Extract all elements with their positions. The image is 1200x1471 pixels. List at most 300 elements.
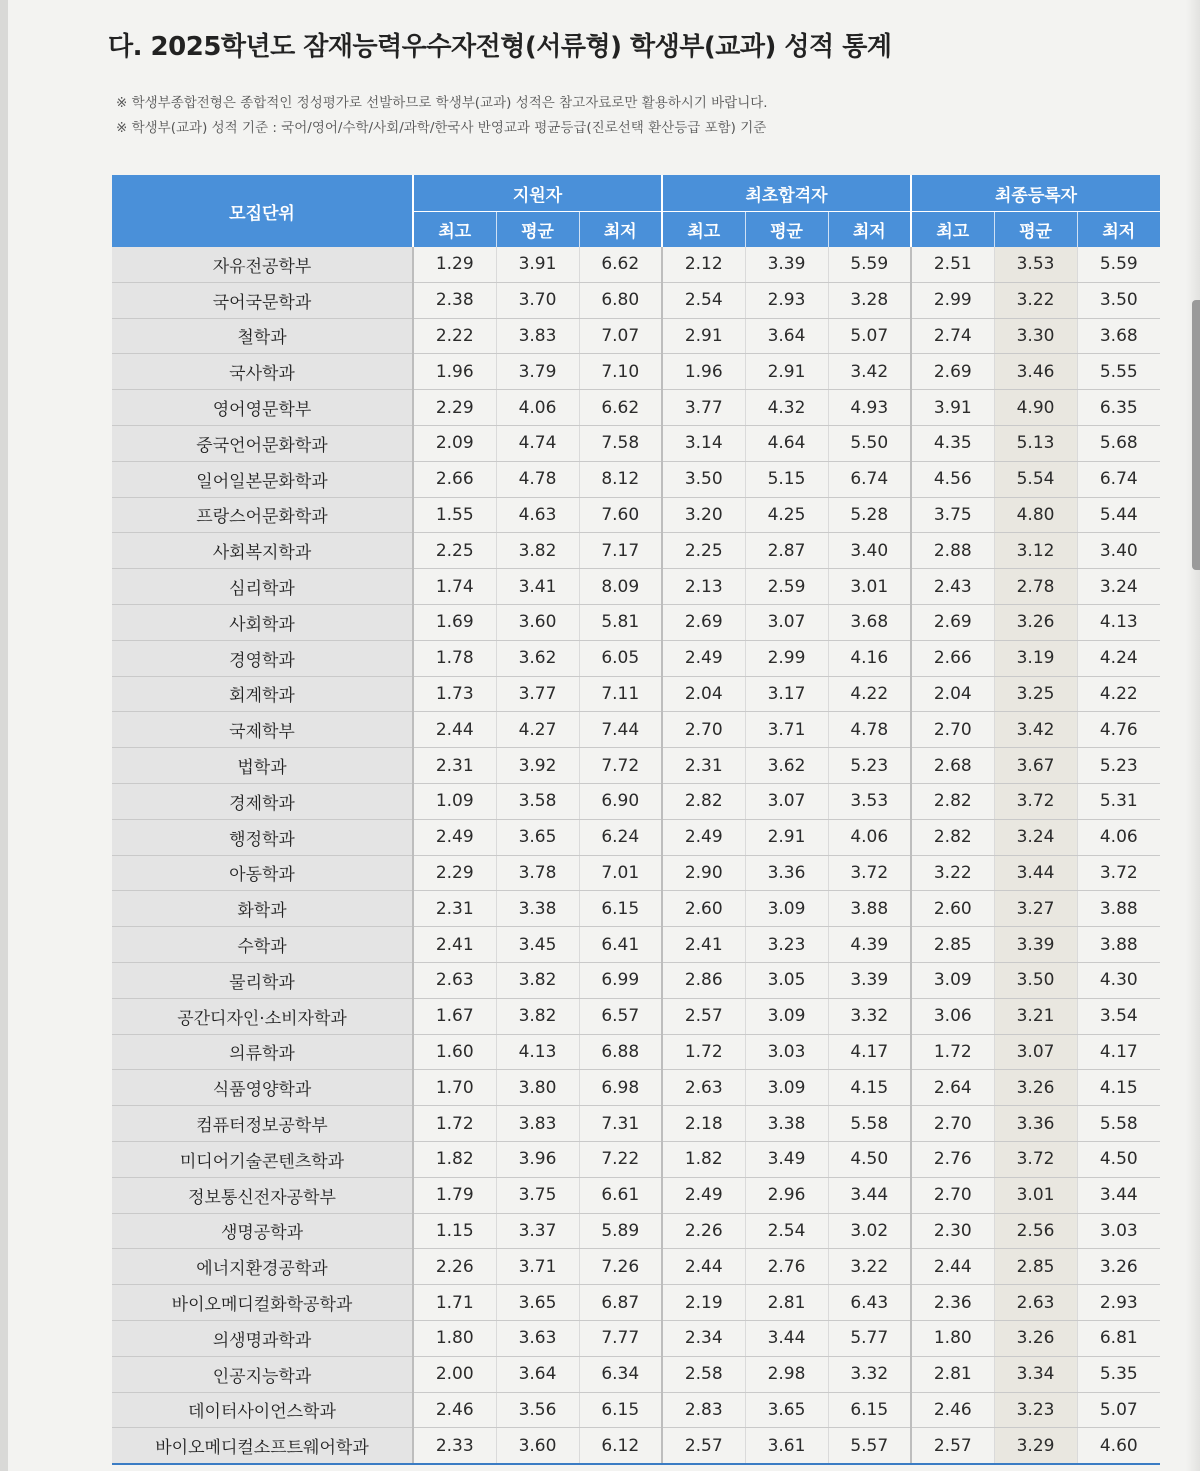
header-group-final-enrolled: 최종등록자	[911, 175, 1160, 212]
unit-name-cell: 국어국문학과	[112, 282, 413, 318]
unit-name-cell: 에너지환경공학과	[112, 1249, 413, 1285]
initial-max-cell: 2.18	[662, 1106, 745, 1142]
final-avg-cell: 3.29	[994, 1428, 1077, 1464]
initial-min-cell: 3.42	[828, 354, 911, 390]
final-min-cell: 4.06	[1077, 819, 1160, 855]
table-row	[112, 712, 1160, 748]
initial-min-cell: 3.39	[828, 962, 911, 998]
applicant-min-cell: 6.62	[579, 247, 662, 282]
applicant-max-cell: 1.74	[413, 569, 496, 605]
initial-avg-cell: 3.05	[745, 962, 828, 998]
applicant-max-cell: 2.25	[413, 533, 496, 569]
initial-avg-cell: 3.62	[745, 748, 828, 784]
applicant-avg-cell: 3.45	[496, 927, 579, 963]
final-max-cell: 3.09	[911, 962, 994, 998]
final-avg-cell: 3.26	[994, 604, 1077, 640]
initial-avg-cell: 3.36	[745, 855, 828, 891]
initial-avg-cell: 2.93	[745, 282, 828, 318]
applicant-max-cell: 1.55	[413, 497, 496, 533]
initial-max-cell: 2.41	[662, 927, 745, 963]
final-max-cell: 3.22	[911, 855, 994, 891]
page-gutter	[1186, 0, 1200, 1471]
applicant-avg-cell: 3.65	[496, 819, 579, 855]
applicant-max-cell: 2.31	[413, 748, 496, 784]
final-min-cell: 5.35	[1077, 1356, 1160, 1392]
initial-min-cell: 3.22	[828, 1249, 911, 1285]
table-row	[112, 1034, 1160, 1070]
applicant-max-cell: 1.78	[413, 640, 496, 676]
unit-name-cell: 회계학과	[112, 676, 413, 712]
final-avg-cell: 3.25	[994, 676, 1077, 712]
final-min-cell: 3.26	[1077, 1249, 1160, 1285]
applicant-min-cell: 7.17	[579, 533, 662, 569]
initial-max-cell: 2.69	[662, 604, 745, 640]
initial-min-cell: 5.50	[828, 425, 911, 461]
initial-avg-cell: 3.09	[745, 1070, 828, 1106]
table-row	[112, 998, 1160, 1034]
unit-name-cell: 물리학과	[112, 962, 413, 998]
final-min-cell: 4.17	[1077, 1034, 1160, 1070]
final-max-cell: 3.06	[911, 998, 994, 1034]
final-avg-cell: 5.54	[994, 461, 1077, 497]
header-unit: 모집단위	[112, 175, 413, 247]
final-max-cell: 4.35	[911, 425, 994, 461]
applicant-max-cell: 2.49	[413, 819, 496, 855]
initial-max-cell: 2.83	[662, 1392, 745, 1428]
applicant-avg-cell: 3.41	[496, 569, 579, 605]
applicant-avg-cell: 3.60	[496, 1428, 579, 1464]
initial-avg-cell: 2.54	[745, 1213, 828, 1249]
initial-min-cell: 4.06	[828, 819, 911, 855]
unit-name-cell: 국사학과	[112, 354, 413, 390]
table-row	[112, 497, 1160, 533]
initial-max-cell: 3.50	[662, 461, 745, 497]
applicant-avg-cell: 4.63	[496, 497, 579, 533]
final-avg-cell: 3.26	[994, 1070, 1077, 1106]
initial-max-cell: 2.90	[662, 855, 745, 891]
final-avg-cell: 3.53	[994, 247, 1077, 282]
unit-name-cell: 미디어기술콘텐츠학과	[112, 1141, 413, 1177]
applicant-max-cell: 1.70	[413, 1070, 496, 1106]
applicant-min-cell: 6.41	[579, 927, 662, 963]
applicant-min-cell: 8.12	[579, 461, 662, 497]
applicant-min-cell: 6.80	[579, 282, 662, 318]
initial-avg-cell: 2.91	[745, 354, 828, 390]
initial-max-cell: 2.70	[662, 712, 745, 748]
applicant-avg-cell: 3.56	[496, 1392, 579, 1428]
applicant-max-cell: 1.15	[413, 1213, 496, 1249]
initial-max-cell: 3.14	[662, 425, 745, 461]
initial-min-cell: 3.02	[828, 1213, 911, 1249]
table-row	[112, 1177, 1160, 1213]
scrollbar-handle[interactable]	[1192, 300, 1200, 570]
final-max-cell: 2.57	[911, 1428, 994, 1464]
final-min-cell: 2.93	[1077, 1285, 1160, 1321]
unit-name-cell: 컴퓨터정보공학부	[112, 1106, 413, 1142]
applicant-min-cell: 7.01	[579, 855, 662, 891]
final-min-cell: 4.60	[1077, 1428, 1160, 1464]
initial-max-cell: 2.12	[662, 247, 745, 282]
applicant-avg-cell: 3.82	[496, 533, 579, 569]
final-avg-cell: 5.13	[994, 425, 1077, 461]
applicant-avg-cell: 3.83	[496, 1106, 579, 1142]
final-avg-cell: 3.50	[994, 962, 1077, 998]
initial-min-cell: 4.78	[828, 712, 911, 748]
applicant-max-cell: 2.31	[413, 891, 496, 927]
applicant-avg-cell: 3.60	[496, 604, 579, 640]
initial-avg-cell: 2.87	[745, 533, 828, 569]
applicant-min-cell: 7.44	[579, 712, 662, 748]
applicant-min-cell: 6.24	[579, 819, 662, 855]
applicant-max-cell: 2.09	[413, 425, 496, 461]
initial-min-cell: 4.50	[828, 1141, 911, 1177]
final-min-cell: 5.58	[1077, 1106, 1160, 1142]
final-min-cell: 3.88	[1077, 891, 1160, 927]
initial-avg-cell: 2.91	[745, 819, 828, 855]
final-min-cell: 5.31	[1077, 783, 1160, 819]
initial-max-cell: 3.77	[662, 390, 745, 426]
table-row	[112, 1392, 1160, 1428]
final-avg-cell: 3.46	[994, 354, 1077, 390]
initial-min-cell: 5.07	[828, 318, 911, 354]
table-row	[112, 569, 1160, 605]
subheader-min: 최저	[1077, 212, 1160, 248]
table-row	[112, 640, 1160, 676]
final-avg-cell: 3.30	[994, 318, 1077, 354]
final-avg-cell: 3.07	[994, 1034, 1077, 1070]
subheader-min: 최저	[828, 212, 911, 248]
final-max-cell: 2.64	[911, 1070, 994, 1106]
final-avg-cell: 3.22	[994, 282, 1077, 318]
final-min-cell: 3.40	[1077, 533, 1160, 569]
table-row	[112, 819, 1160, 855]
applicant-avg-cell: 3.70	[496, 282, 579, 318]
applicant-max-cell: 2.26	[413, 1249, 496, 1285]
applicant-max-cell: 1.72	[413, 1106, 496, 1142]
applicant-avg-cell: 3.65	[496, 1285, 579, 1321]
final-min-cell: 4.15	[1077, 1070, 1160, 1106]
applicant-max-cell: 2.46	[413, 1392, 496, 1428]
unit-name-cell: 사회학과	[112, 604, 413, 640]
unit-name-cell: 공간디자인·소비자학과	[112, 998, 413, 1034]
final-max-cell: 2.81	[911, 1356, 994, 1392]
header-group-initial-admits: 최초합격자	[662, 175, 911, 212]
applicant-avg-cell: 4.74	[496, 425, 579, 461]
page-title: 다. 2025학년도 잠재능력우수자전형(서류형) 학생부(교과) 성적 통계	[108, 32, 892, 62]
applicant-avg-cell: 4.06	[496, 390, 579, 426]
initial-min-cell: 6.43	[828, 1285, 911, 1321]
initial-min-cell: 5.59	[828, 247, 911, 282]
table-row	[112, 354, 1160, 390]
final-min-cell: 4.76	[1077, 712, 1160, 748]
table-row	[112, 604, 1160, 640]
final-avg-cell: 3.21	[994, 998, 1077, 1034]
applicant-max-cell: 2.44	[413, 712, 496, 748]
applicant-avg-cell: 3.82	[496, 962, 579, 998]
initial-max-cell: 2.49	[662, 1177, 745, 1213]
table-row	[112, 891, 1160, 927]
initial-min-cell: 3.32	[828, 1356, 911, 1392]
initial-max-cell: 2.60	[662, 891, 745, 927]
applicant-min-cell: 8.09	[579, 569, 662, 605]
initial-max-cell: 2.04	[662, 676, 745, 712]
initial-avg-cell: 2.59	[745, 569, 828, 605]
final-max-cell: 2.99	[911, 282, 994, 318]
applicant-avg-cell: 3.82	[496, 998, 579, 1034]
final-avg-cell: 3.44	[994, 855, 1077, 891]
applicant-max-cell: 2.29	[413, 390, 496, 426]
initial-min-cell: 5.77	[828, 1320, 911, 1356]
subheader-max: 최고	[911, 212, 994, 248]
unit-name-cell: 사회복지학과	[112, 533, 413, 569]
initial-max-cell: 2.44	[662, 1249, 745, 1285]
final-max-cell: 2.60	[911, 891, 994, 927]
applicant-min-cell: 7.26	[579, 1249, 662, 1285]
final-avg-cell: 3.23	[994, 1392, 1077, 1428]
applicant-min-cell: 6.90	[579, 783, 662, 819]
unit-name-cell: 영어영문학부	[112, 390, 413, 426]
unit-name-cell: 화학과	[112, 891, 413, 927]
initial-min-cell: 6.15	[828, 1392, 911, 1428]
initial-max-cell: 1.82	[662, 1141, 745, 1177]
applicant-min-cell: 6.87	[579, 1285, 662, 1321]
initial-min-cell: 4.16	[828, 640, 911, 676]
initial-min-cell: 4.39	[828, 927, 911, 963]
initial-max-cell: 2.49	[662, 819, 745, 855]
applicant-avg-cell: 3.96	[496, 1141, 579, 1177]
unit-name-cell: 정보통신전자공학부	[112, 1177, 413, 1213]
initial-avg-cell: 3.23	[745, 927, 828, 963]
table-row	[112, 676, 1160, 712]
unit-name-cell: 바이오메디컬소프트웨어학과	[112, 1428, 413, 1464]
unit-name-cell: 경제학과	[112, 783, 413, 819]
initial-max-cell: 2.58	[662, 1356, 745, 1392]
applicant-avg-cell: 3.75	[496, 1177, 579, 1213]
applicant-max-cell: 1.09	[413, 783, 496, 819]
applicant-min-cell: 7.31	[579, 1106, 662, 1142]
applicant-avg-cell: 4.13	[496, 1034, 579, 1070]
subheader-avg: 평균	[496, 212, 579, 248]
final-max-cell: 2.46	[911, 1392, 994, 1428]
applicant-min-cell: 5.81	[579, 604, 662, 640]
final-min-cell: 6.35	[1077, 390, 1160, 426]
initial-avg-cell: 3.71	[745, 712, 828, 748]
final-max-cell: 2.30	[911, 1213, 994, 1249]
initial-min-cell: 3.68	[828, 604, 911, 640]
applicant-max-cell: 1.71	[413, 1285, 496, 1321]
initial-max-cell: 2.19	[662, 1285, 745, 1321]
initial-max-cell: 2.57	[662, 998, 745, 1034]
initial-avg-cell: 3.38	[745, 1106, 828, 1142]
initial-avg-cell: 4.64	[745, 425, 828, 461]
initial-avg-cell: 3.17	[745, 676, 828, 712]
initial-min-cell: 4.17	[828, 1034, 911, 1070]
final-avg-cell: 3.12	[994, 533, 1077, 569]
unit-name-cell: 중국언어문화학과	[112, 425, 413, 461]
final-min-cell: 4.50	[1077, 1141, 1160, 1177]
applicant-min-cell: 7.10	[579, 354, 662, 390]
unit-name-cell: 데이터사이언스학과	[112, 1392, 413, 1428]
final-min-cell: 5.55	[1077, 354, 1160, 390]
initial-min-cell: 3.40	[828, 533, 911, 569]
final-min-cell: 3.44	[1077, 1177, 1160, 1213]
applicant-avg-cell: 3.80	[496, 1070, 579, 1106]
initial-avg-cell: 2.99	[745, 640, 828, 676]
applicant-min-cell: 6.05	[579, 640, 662, 676]
table-row	[112, 1249, 1160, 1285]
table-row	[112, 1141, 1160, 1177]
initial-max-cell: 2.63	[662, 1070, 745, 1106]
applicant-max-cell: 1.60	[413, 1034, 496, 1070]
table-row	[112, 1428, 1160, 1464]
applicant-min-cell: 7.77	[579, 1320, 662, 1356]
table-row	[112, 318, 1160, 354]
applicant-min-cell: 6.57	[579, 998, 662, 1034]
subheader-avg: 평균	[745, 212, 828, 248]
initial-min-cell: 5.28	[828, 497, 911, 533]
applicant-avg-cell: 4.27	[496, 712, 579, 748]
subheader-max: 최고	[662, 212, 745, 248]
initial-avg-cell: 3.49	[745, 1141, 828, 1177]
final-avg-cell: 2.85	[994, 1249, 1077, 1285]
table-row	[112, 855, 1160, 891]
unit-name-cell: 식품영양학과	[112, 1070, 413, 1106]
final-avg-cell: 3.19	[994, 640, 1077, 676]
final-avg-cell: 2.63	[994, 1285, 1077, 1321]
initial-min-cell: 5.58	[828, 1106, 911, 1142]
applicant-avg-cell: 3.79	[496, 354, 579, 390]
final-max-cell: 2.43	[911, 569, 994, 605]
final-avg-cell: 3.26	[994, 1320, 1077, 1356]
note-1: ※ 학생부종합전형은 종합적인 정성평가로 선발하므로 학생부(교과) 성적은 참고자료로만 활용하시기 바랍니다.	[116, 95, 768, 111]
final-max-cell: 2.76	[911, 1141, 994, 1177]
applicant-max-cell: 2.63	[413, 962, 496, 998]
table-row	[112, 1106, 1160, 1142]
initial-max-cell: 2.25	[662, 533, 745, 569]
unit-name-cell: 심리학과	[112, 569, 413, 605]
table-row	[112, 927, 1160, 963]
initial-max-cell: 2.54	[662, 282, 745, 318]
initial-avg-cell: 3.39	[745, 247, 828, 282]
applicant-avg-cell: 3.64	[496, 1356, 579, 1392]
initial-min-cell: 4.22	[828, 676, 911, 712]
applicant-avg-cell: 3.77	[496, 676, 579, 712]
final-max-cell: 2.04	[911, 676, 994, 712]
applicant-min-cell: 6.15	[579, 1392, 662, 1428]
applicant-min-cell: 5.89	[579, 1213, 662, 1249]
final-avg-cell: 3.27	[994, 891, 1077, 927]
final-max-cell: 2.82	[911, 819, 994, 855]
final-max-cell: 2.70	[911, 1177, 994, 1213]
initial-min-cell: 6.74	[828, 461, 911, 497]
subheader-avg: 평균	[994, 212, 1077, 248]
unit-name-cell: 아동학과	[112, 855, 413, 891]
final-min-cell: 5.68	[1077, 425, 1160, 461]
table-row	[112, 282, 1160, 318]
applicant-min-cell: 6.12	[579, 1428, 662, 1464]
final-min-cell: 5.44	[1077, 497, 1160, 533]
initial-avg-cell: 3.07	[745, 604, 828, 640]
table-row	[112, 748, 1160, 784]
final-min-cell: 4.22	[1077, 676, 1160, 712]
unit-name-cell: 철학과	[112, 318, 413, 354]
applicant-max-cell: 1.67	[413, 998, 496, 1034]
initial-avg-cell: 3.07	[745, 783, 828, 819]
table-row	[112, 1213, 1160, 1249]
initial-min-cell: 3.28	[828, 282, 911, 318]
table-row	[112, 783, 1160, 819]
final-max-cell: 2.74	[911, 318, 994, 354]
initial-avg-cell: 3.44	[745, 1320, 828, 1356]
unit-name-cell: 바이오메디컬화학공학과	[112, 1285, 413, 1321]
initial-min-cell: 5.23	[828, 748, 911, 784]
initial-min-cell: 5.57	[828, 1428, 911, 1464]
initial-max-cell: 2.26	[662, 1213, 745, 1249]
final-min-cell: 3.50	[1077, 282, 1160, 318]
final-min-cell: 6.81	[1077, 1320, 1160, 1356]
initial-avg-cell: 3.09	[745, 891, 828, 927]
applicant-min-cell: 6.62	[579, 390, 662, 426]
final-min-cell: 3.88	[1077, 927, 1160, 963]
applicant-max-cell: 1.73	[413, 676, 496, 712]
applicant-max-cell: 1.82	[413, 1141, 496, 1177]
applicant-min-cell: 6.15	[579, 891, 662, 927]
final-max-cell: 2.88	[911, 533, 994, 569]
initial-min-cell: 3.32	[828, 998, 911, 1034]
applicant-max-cell: 2.38	[413, 282, 496, 318]
final-min-cell: 3.72	[1077, 855, 1160, 891]
initial-min-cell: 3.72	[828, 855, 911, 891]
final-max-cell: 2.85	[911, 927, 994, 963]
initial-max-cell: 2.13	[662, 569, 745, 605]
final-max-cell: 2.69	[911, 354, 994, 390]
final-min-cell: 6.74	[1077, 461, 1160, 497]
initial-min-cell: 3.01	[828, 569, 911, 605]
initial-avg-cell: 2.81	[745, 1285, 828, 1321]
page-edge	[0, 0, 8, 1471]
applicant-avg-cell: 3.63	[496, 1320, 579, 1356]
table-row	[112, 1285, 1160, 1321]
unit-name-cell: 인공지능학과	[112, 1356, 413, 1392]
applicant-max-cell: 2.41	[413, 927, 496, 963]
final-max-cell: 2.70	[911, 1106, 994, 1142]
initial-max-cell: 1.96	[662, 354, 745, 390]
table-row	[112, 1356, 1160, 1392]
initial-max-cell: 2.31	[662, 748, 745, 784]
applicant-max-cell: 1.80	[413, 1320, 496, 1356]
applicant-avg-cell: 3.71	[496, 1249, 579, 1285]
unit-name-cell: 법학과	[112, 748, 413, 784]
initial-max-cell: 2.86	[662, 962, 745, 998]
final-min-cell: 3.68	[1077, 318, 1160, 354]
final-max-cell: 3.75	[911, 497, 994, 533]
initial-min-cell: 4.15	[828, 1070, 911, 1106]
initial-max-cell: 3.20	[662, 497, 745, 533]
applicant-avg-cell: 3.83	[496, 318, 579, 354]
final-min-cell: 5.23	[1077, 748, 1160, 784]
final-min-cell: 3.24	[1077, 569, 1160, 605]
table-row	[112, 1320, 1160, 1356]
applicant-max-cell: 2.29	[413, 855, 496, 891]
initial-max-cell: 2.57	[662, 1428, 745, 1464]
applicant-max-cell: 2.00	[413, 1356, 496, 1392]
initial-avg-cell: 3.64	[745, 318, 828, 354]
applicant-min-cell: 6.99	[579, 962, 662, 998]
unit-name-cell: 일어일본문화학과	[112, 461, 413, 497]
initial-avg-cell: 3.09	[745, 998, 828, 1034]
final-avg-cell: 4.90	[994, 390, 1077, 426]
initial-max-cell: 2.82	[662, 783, 745, 819]
